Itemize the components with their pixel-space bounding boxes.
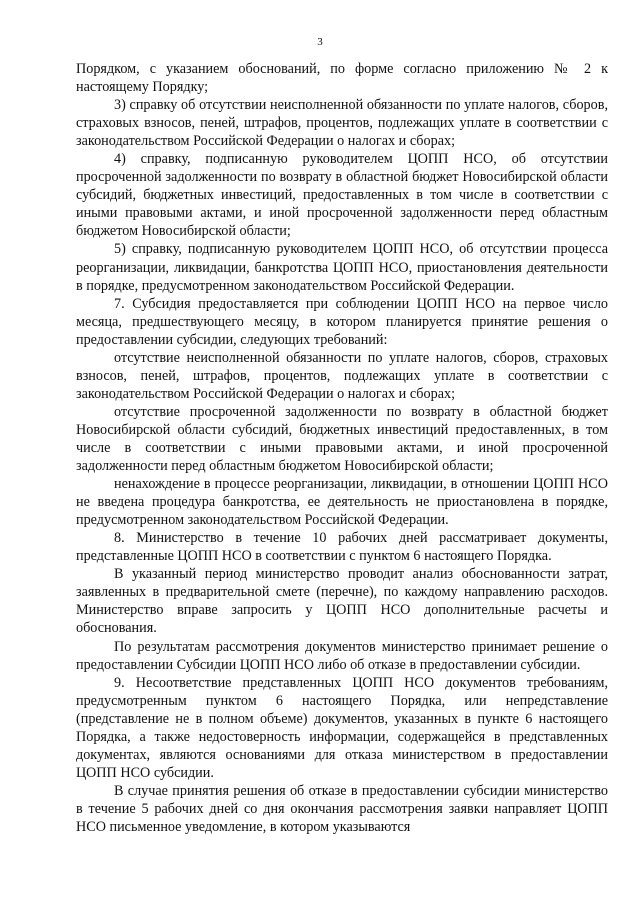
paragraph: В случае принятия решения об отказе в предоставлении субсидии министерство в течение 5 рабочих дней со дня окончания рассмотрения заявки направляет ЦОПП НСО письменное уведомление, в котором указываются bbox=[76, 782, 608, 835]
paragraph: 8. Министерство в течение 10 рабочих дней рассматривает документы, представленные ЦОПП НСО в соответствии с пунктом 6 настоящего Порядка. bbox=[76, 530, 608, 565]
document-body bbox=[76, 60, 608, 836]
paragraph: отсутствие неисполненной обязанности по уплате налогов, сборов, страховых взносов, пеней, штрафов, процентов, подлежащих уплате в соответствии с законодательством Российской Федерации о налогах и сборах; bbox=[76, 349, 608, 402]
paragraph: По результатам рассмотрения документов министерство принимает решение о предоставлении Субсидии ЦОПП НСО либо об отказе в предоставлении субсидии. bbox=[76, 638, 608, 673]
paragraph: 5) справку, подписанную руководителем ЦОПП НСО, об отсутствии процесса реорганизации, ликвидации, банкротства ЦОПП НСО, приостановления деятельности в порядке, предусмотренном законодательством Российской Федерации. bbox=[76, 241, 608, 294]
paragraph: В указанный период министерство проводит анализ обоснованности затрат, заявленных в предварительной смете (перечне), по каждому направлению расходов. Министерство вправе запросить у ЦОПП НСО дополнительные расчеты и обоснования. bbox=[76, 566, 608, 637]
paragraph: отсутствие просроченной задолженности по возврату в областной бюджет Новосибирской области субсидий, бюджетных инвестиций предоставленных, в том числе в соответствии с иными правовыми актами, и иной просроченной задолженности перед областным бюджетом Новосибирской области; bbox=[76, 403, 608, 475]
paragraph: 7. Субсидия предоставляется при соблюдении ЦОПП НСО на первое число месяца, предшествующего месяцу, в котором планируется принятие решения о предоставлении субсидии, следующих требований: bbox=[76, 295, 608, 348]
paragraph: 3) справку об отсутствии неисполненной обязанности по уплате налогов, сборов, страховых взносов, пеней, штрафов, процентов, подлежащих уплате в соответствии с законодательством Российской Федерации о налогах и сборах; bbox=[76, 97, 608, 150]
paragraph: 4) справку, подписанную руководителем ЦОПП НСО, об отсутствии просроченной задолженности по возврату в областной бюджет Новосибирской области субсидий, бюджетных инвестиций, предоставленных в том числе в соответствии с иными правовыми актами, и иной просроченной задолженности перед областным бюджетом Новосибирской области; bbox=[76, 151, 608, 240]
paragraph: Порядком, с указанием обоснований, по форме согласно приложению № 2 к настоящему Порядку; bbox=[76, 61, 608, 96]
paragraph: 9. Несоответствие представленных ЦОПП НСО документов требованиям, предусмотренным пунктом 6 настоящего Порядка, или непредставление (представление не в полном объеме) документов, указанных в пункте 6 настоящего Порядка, а также недостоверность информации, содержащейся в представленных документах, являются основаниями для отказа министерством в предоставлении ЦОПП НСО субсидии. bbox=[76, 674, 608, 781]
paragraph: ненахождение в процессе реорганизации, ликвидации, в отношении ЦОПП НСО не введена процедура банкротства, ее деятельность не приостановлена в порядке, предусмотренном законодательством Российской Федерации. bbox=[76, 476, 608, 529]
page-number: 3 bbox=[317, 36, 323, 48]
